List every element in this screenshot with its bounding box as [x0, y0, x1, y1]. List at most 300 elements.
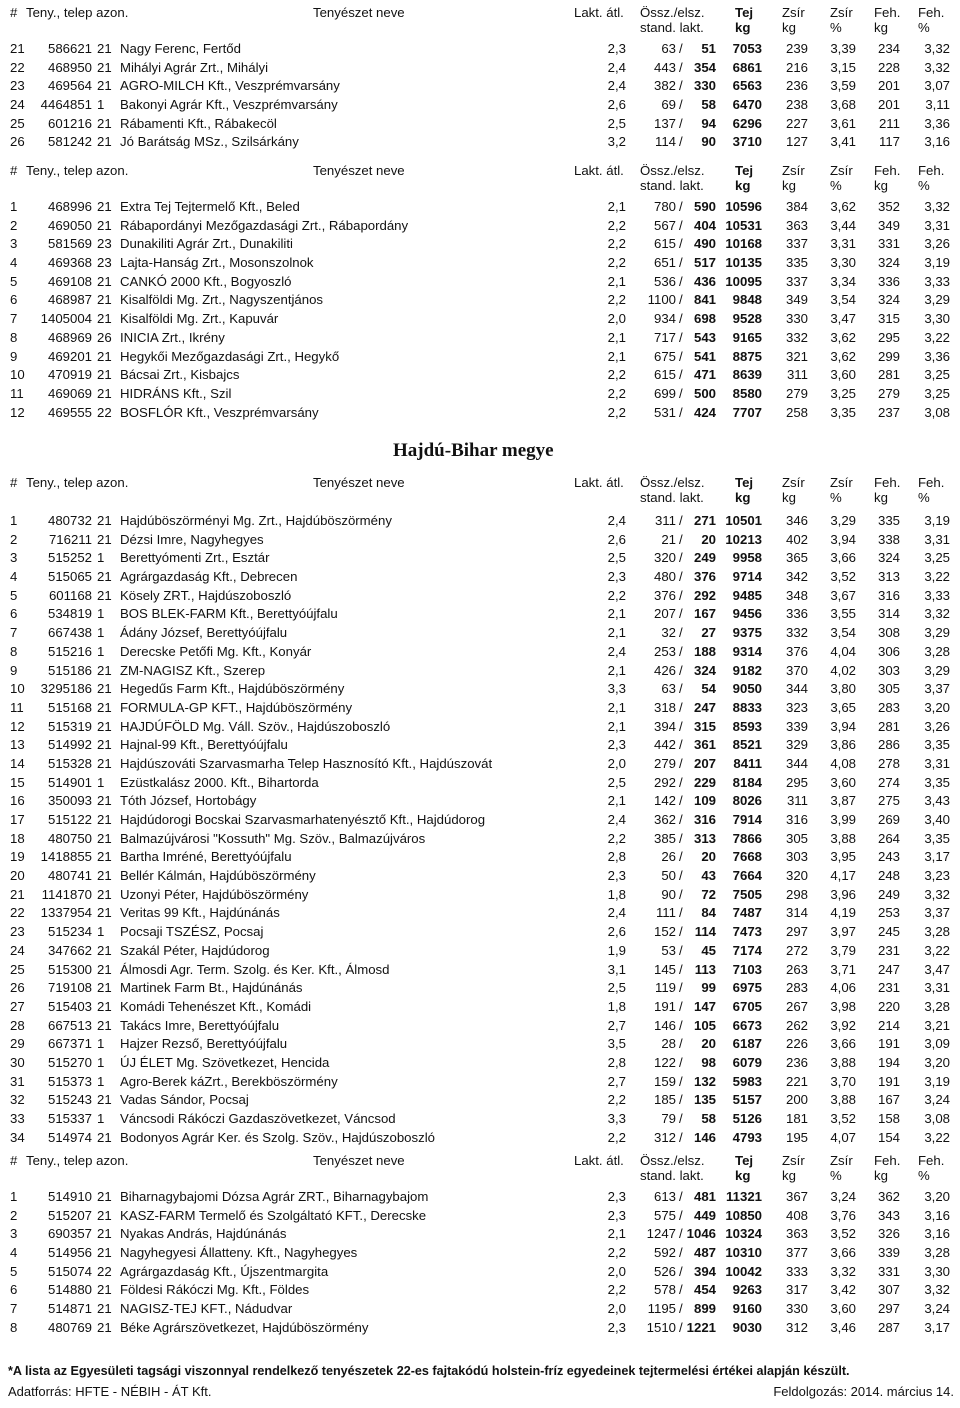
table-row — [0, 1017, 960, 1036]
cell-tej: 7103 — [732, 961, 762, 977]
header-pkg1: Feh. — [874, 1153, 901, 1168]
cell-fkg: 346 — [785, 513, 808, 528]
cell-rank: 26 — [10, 134, 25, 150]
cell-lakt: 2,4 — [607, 812, 626, 827]
cell-fpc: 4,04 — [830, 643, 856, 659]
header-tot1: Össz./elsz. — [640, 1153, 705, 1168]
cell-tot: 311 — [654, 513, 676, 528]
cell-lakt: 2,5 — [607, 980, 626, 996]
cell-tej: 7487 — [732, 905, 762, 921]
cell-lakt: 2,1 — [607, 348, 626, 364]
cell-id: 515252 — [47, 550, 92, 566]
cell-separator: / — [679, 569, 683, 585]
table-row — [0, 235, 960, 254]
cell-tot: 934 — [653, 311, 676, 327]
cell-name: Mihályi Agrár Zrt., Mihályi — [120, 59, 269, 75]
cell-tot: 26 — [661, 849, 676, 865]
table-row — [0, 1110, 960, 1129]
cell-std: 207 — [693, 755, 716, 771]
cell-rank: 1 — [10, 513, 18, 528]
cell-tot: 699 — [653, 385, 676, 401]
cell-name: Nagyhegyesi Állatteny. Kft., Nagyhegyes — [120, 1245, 358, 1261]
cell-rank: 4 — [10, 1245, 18, 1261]
cell-fkg: 227 — [785, 115, 808, 131]
table-row — [0, 1300, 960, 1319]
cell-fkg: 408 — [785, 1207, 808, 1223]
cell-rank: 19 — [10, 849, 25, 865]
header-fkg2: kg — [782, 1168, 796, 1183]
header-fkg2: kg — [782, 20, 796, 35]
cell-lakt: 2,8 — [607, 849, 626, 865]
cell-ppc: 3,31 — [924, 755, 950, 771]
cell-rank: 33 — [10, 1111, 25, 1126]
cell-fkg: 370 — [785, 662, 808, 678]
cell-lakt: 2,6 — [607, 97, 626, 113]
cell-id: 469564 — [47, 78, 92, 94]
cell-tej: 9456 — [732, 606, 762, 622]
cell-separator: / — [679, 681, 683, 697]
cell-fkg: 337 — [785, 273, 808, 289]
cell-fkg: 348 — [785, 587, 808, 603]
cell-separator: / — [679, 793, 683, 809]
cell-tot: 69 — [661, 97, 676, 113]
footnote: *A lista az Egyesületi tagsági viszonnyal rendelkező tenyészetek 22-es fajtakódú holstein-fríz egyedeinek tejtermelési értékei alapján készült. — [8, 1364, 850, 1378]
cell-name: FORMULA-GP KFT., Hajdúböszörmény — [120, 699, 353, 715]
cell-pkg: 303 — [877, 662, 900, 678]
cell-tot: 191 — [653, 998, 676, 1014]
header-tot2: stand. lakt. — [640, 178, 704, 193]
cell-id: 514974 — [47, 1129, 92, 1145]
cell-lakt: 2,2 — [607, 404, 626, 420]
cell-tot: 615 — [653, 236, 676, 252]
cell-tot: 312 — [653, 1129, 676, 1145]
cell-rank: 11 — [10, 699, 24, 715]
cell-fpc: 3,35 — [830, 404, 856, 420]
cell-std: 58 — [701, 97, 716, 113]
cell-rank: 27 — [10, 998, 25, 1014]
cell-code: 23 — [97, 236, 112, 252]
cell-separator: / — [679, 115, 683, 131]
table-header — [0, 162, 960, 200]
cell-tot: 426 — [653, 662, 676, 678]
cell-rank: 11 — [10, 385, 24, 401]
cell-name: Rábapordányi Mezőgazdasági Zrt., Rábapordány — [120, 217, 409, 233]
table-row — [0, 1035, 960, 1054]
cell-pkg: 308 — [877, 625, 900, 641]
cell-separator: / — [679, 718, 683, 734]
header-name: Tenyészet neve — [313, 163, 405, 178]
cell-fpc: 3,95 — [830, 849, 856, 865]
cell-separator: / — [679, 755, 683, 771]
cell-lakt: 2,2 — [607, 385, 626, 401]
cell-tej: 9263 — [732, 1282, 762, 1298]
cell-pkg: 231 — [877, 942, 900, 958]
cell-tot: 21 — [661, 531, 676, 547]
cell-std: 84 — [701, 905, 716, 921]
cell-code: 21 — [97, 699, 112, 715]
cell-fkg: 337 — [785, 236, 808, 252]
cell-id: 4464851 — [40, 97, 92, 113]
cell-lakt: 2,3 — [607, 737, 626, 753]
cell-tot: 159 — [653, 1073, 676, 1089]
cell-tot: 50 — [661, 868, 676, 884]
header-pkg1: Feh. — [874, 163, 901, 178]
cell-separator: / — [679, 699, 683, 715]
cell-name: Derecske Petőfi Mg. Kft., Konyár — [120, 643, 312, 659]
cell-id: 468969 — [47, 329, 92, 345]
cell-pkg: 324 — [877, 550, 900, 566]
cell-tej: 9030 — [732, 1319, 762, 1335]
cell-name: Hajzer Rezső, Berettyóújfalu — [120, 1036, 288, 1052]
table-row — [0, 254, 960, 273]
cell-fkg: 226 — [785, 1036, 808, 1052]
cell-ppc: 3,08 — [924, 404, 950, 420]
cell-std: 324 — [693, 662, 716, 678]
cell-std: 20 — [701, 1036, 716, 1052]
cell-tej: 6673 — [732, 1017, 762, 1033]
cell-fkg: 349 — [785, 292, 808, 308]
cell-pkg: 191 — [877, 1036, 900, 1052]
header-ppc2: % — [918, 20, 930, 35]
cell-separator: / — [679, 905, 683, 921]
cell-fpc: 3,92 — [830, 1017, 856, 1033]
cell-pkg: 336 — [877, 273, 900, 289]
cell-fpc: 4,17 — [830, 868, 856, 884]
cell-std: 454 — [693, 1282, 716, 1298]
cell-code: 21 — [97, 134, 112, 150]
cell-pkg: 362 — [877, 1189, 900, 1204]
cell-code: 21 — [97, 1189, 112, 1204]
cell-code: 23 — [97, 255, 112, 271]
cell-separator: / — [679, 849, 683, 865]
cell-tej: 7505 — [732, 886, 762, 902]
cell-ppc: 3,08 — [924, 1111, 950, 1126]
cell-code: 21 — [97, 793, 112, 809]
cell-code: 1 — [97, 97, 105, 113]
cell-std: 899 — [693, 1301, 716, 1317]
cell-fkg: 279 — [785, 385, 808, 401]
cell-lakt: 2,0 — [607, 1301, 626, 1317]
cell-name: AGRO-MILCH Kft., Veszprémvarsány — [120, 78, 340, 94]
cell-separator: / — [679, 41, 683, 56]
cell-std: 113 — [694, 961, 716, 977]
cell-name: BOS BLEK-FARM Kft., Berettyóújfalu — [120, 606, 338, 622]
cell-tot: 137 — [653, 115, 676, 131]
cell-fpc: 3,30 — [830, 255, 856, 271]
cell-std: 490 — [693, 236, 716, 252]
cell-ppc: 3,32 — [924, 886, 950, 902]
header-tej1: Tej — [735, 475, 754, 490]
cell-code: 22 — [97, 404, 112, 420]
cell-fpc: 3,94 — [830, 718, 856, 734]
cell-name: Veritas 99 Kft., Hajdúnánás — [120, 905, 280, 921]
table-row — [0, 961, 960, 980]
cell-fkg: 339 — [785, 718, 808, 734]
header-fpc1: Zsír — [830, 475, 853, 490]
header-tej2: kg — [735, 1168, 751, 1183]
table-row — [0, 680, 960, 699]
table-body — [0, 40, 960, 152]
cell-rank: 9 — [10, 348, 18, 364]
cell-tej: 9160 — [732, 1301, 762, 1317]
cell-tot: 207 — [653, 606, 676, 622]
header-id: Teny., telep azon. — [26, 1153, 129, 1168]
cell-ppc: 3,22 — [924, 1129, 950, 1145]
header-tej1: Tej — [735, 5, 754, 20]
header-ppc1: Feh. — [918, 1153, 945, 1168]
cell-separator: / — [679, 513, 683, 528]
cell-pkg: 306 — [877, 643, 900, 659]
cell-std: 361 — [693, 737, 716, 753]
cell-code: 21 — [97, 681, 112, 697]
cell-pkg: 297 — [877, 1301, 900, 1317]
cell-lakt: 2,3 — [607, 1319, 626, 1335]
cell-rank: 34 — [10, 1129, 25, 1145]
cell-name: Bellér Kálmán, Hajdúböszörmény — [120, 868, 316, 884]
cell-tej: 5983 — [732, 1073, 762, 1089]
cell-separator: / — [679, 606, 683, 622]
cell-rank: 9 — [10, 662, 18, 678]
cell-separator: / — [679, 1111, 683, 1126]
cell-tot: 79 — [661, 1111, 676, 1126]
cell-fkg: 384 — [785, 199, 808, 214]
header-tej1: Tej — [735, 1153, 754, 1168]
cell-fkg: 377 — [785, 1245, 808, 1261]
cell-name: Nagy Ferenc, Fertőd — [120, 41, 241, 56]
cell-pkg: 331 — [877, 1263, 900, 1279]
cell-id: 480769 — [47, 1319, 92, 1335]
header-fpc2: % — [830, 178, 842, 193]
cell-rank: 5 — [10, 273, 18, 289]
cell-code: 21 — [97, 273, 112, 289]
cell-fkg: 321 — [785, 348, 808, 364]
cell-std: 449 — [693, 1207, 716, 1223]
cell-fpc: 3,70 — [830, 1073, 856, 1089]
table-row — [0, 404, 960, 423]
cell-pkg: 211 — [878, 115, 900, 131]
cell-lakt: 2,3 — [607, 41, 626, 56]
cell-fkg: 330 — [785, 1301, 808, 1317]
table-row — [0, 998, 960, 1017]
cell-id: 515403 — [47, 998, 92, 1014]
cell-id: 468950 — [47, 59, 92, 75]
cell-lakt: 3,3 — [607, 1111, 626, 1126]
cell-fkg: 305 — [785, 830, 808, 846]
cell-id: 514992 — [47, 737, 92, 753]
table-row — [0, 699, 960, 718]
cell-ppc: 3,25 — [924, 385, 950, 401]
header-tot1: Össz./elsz. — [640, 475, 705, 490]
cell-pkg: 275 — [877, 793, 900, 809]
cell-id: 515328 — [47, 755, 92, 771]
cell-tej: 10850 — [725, 1207, 762, 1223]
cell-code: 1 — [97, 1073, 105, 1089]
table-row — [0, 811, 960, 830]
header-fpc2: % — [830, 490, 842, 505]
cell-fpc: 3,34 — [830, 273, 856, 289]
cell-code: 21 — [97, 737, 112, 753]
cell-tej: 10596 — [725, 199, 762, 214]
cell-lakt: 2,4 — [607, 643, 626, 659]
table-header — [0, 1152, 960, 1190]
header-tej2: kg — [735, 20, 751, 35]
cell-tej: 10310 — [725, 1245, 762, 1261]
cell-lakt: 2,6 — [607, 531, 626, 547]
cell-separator: / — [679, 199, 683, 214]
header-ppc2: % — [918, 178, 930, 193]
cell-name: Agrárgazdaság Kft., Újszentmargita — [120, 1263, 329, 1279]
table-header — [0, 4, 960, 42]
cell-lakt: 2,4 — [607, 78, 626, 94]
cell-name: Ádány József, Berettyóújfalu — [120, 625, 288, 641]
cell-separator: / — [679, 924, 683, 940]
header-tot2: stand. lakt. — [640, 20, 704, 35]
cell-fkg: 298 — [785, 886, 808, 902]
header-tej1: Tej — [735, 163, 754, 178]
header-ppc2: % — [918, 1168, 930, 1183]
cell-lakt: 2,1 — [607, 662, 626, 678]
cell-std: 376 — [693, 569, 716, 585]
cell-fpc: 4,19 — [830, 905, 856, 921]
table-row — [0, 568, 960, 587]
cell-ppc: 3,19 — [924, 513, 950, 528]
cell-fkg: 333 — [785, 1263, 808, 1279]
cell-code: 21 — [97, 348, 112, 364]
cell-ppc: 3,35 — [924, 737, 950, 753]
cell-name: Biharnagybajomi Dózsa Agrár ZRT., Biharnagybajom — [120, 1189, 429, 1204]
cell-ppc: 3,28 — [924, 643, 950, 659]
cell-std: 316 — [693, 812, 716, 827]
header-fkg1: Zsír — [782, 1153, 805, 1168]
cell-ppc: 3,32 — [924, 41, 950, 56]
cell-std: 51 — [701, 41, 716, 56]
cell-tot: 376 — [653, 587, 676, 603]
cell-std: 132 — [693, 1073, 716, 1089]
cell-tej: 7053 — [732, 41, 762, 56]
cell-rank: 18 — [10, 830, 25, 846]
cell-fkg: 323 — [785, 699, 808, 715]
cell-fpc: 3,97 — [830, 924, 856, 940]
cell-fpc: 3,32 — [830, 1263, 856, 1279]
table-row — [0, 385, 960, 404]
cell-separator: / — [679, 1036, 683, 1052]
cell-rank: 3 — [10, 550, 18, 566]
cell-ppc: 3,33 — [924, 273, 950, 289]
cell-fpc: 3,98 — [830, 998, 856, 1014]
cell-lakt: 2,1 — [607, 699, 626, 715]
table-row — [0, 1129, 960, 1148]
cell-pkg: 234 — [877, 41, 900, 56]
cell-id: 581569 — [47, 236, 92, 252]
cell-id: 515234 — [47, 924, 92, 940]
cell-tot: 185 — [653, 1092, 676, 1108]
cell-lakt: 3,1 — [607, 961, 626, 977]
cell-separator: / — [679, 1245, 683, 1261]
cell-pkg: 324 — [877, 292, 900, 308]
cell-std: 313 — [693, 830, 716, 846]
cell-fkg: 312 — [785, 1319, 808, 1335]
cell-fkg: 317 — [785, 1282, 808, 1298]
cell-name: Jó Barátság MSz., Szilsárkány — [120, 134, 299, 150]
cell-lakt: 1,9 — [607, 942, 626, 958]
cell-fkg: 316 — [785, 812, 808, 827]
cell-separator: / — [679, 1282, 683, 1298]
cell-separator: / — [679, 367, 683, 383]
cell-fkg: 320 — [785, 868, 808, 884]
cell-pkg: 281 — [877, 367, 900, 383]
cell-tej: 4793 — [732, 1129, 762, 1145]
cell-ppc: 3,28 — [924, 1245, 950, 1261]
cell-separator: / — [679, 531, 683, 547]
cell-fpc: 3,66 — [830, 1245, 856, 1261]
cell-tej: 10042 — [725, 1263, 762, 1279]
cell-rank: 15 — [10, 774, 25, 790]
cell-lakt: 1,8 — [607, 998, 626, 1014]
cell-id: 469555 — [47, 404, 92, 420]
header-lakt: Lakt. átl. — [574, 163, 624, 178]
cell-tej: 8026 — [732, 793, 762, 809]
cell-fkg: 363 — [785, 1226, 808, 1242]
cell-name: Takács Imre, Berettyóújfalu — [120, 1017, 280, 1033]
table-row — [0, 867, 960, 886]
cell-id: 468996 — [47, 199, 92, 214]
cell-separator: / — [679, 1189, 683, 1204]
cell-fkg: 344 — [785, 681, 808, 697]
cell-fpc: 3,47 — [830, 311, 856, 327]
cell-fpc: 3,88 — [830, 1054, 856, 1070]
header-fpc2: % — [830, 20, 842, 35]
cell-ppc: 3,23 — [924, 868, 950, 884]
cell-lakt: 2,3 — [607, 1189, 626, 1204]
cell-id: 470919 — [47, 367, 92, 383]
cell-tot: 443 — [653, 59, 676, 75]
table-row — [0, 1225, 960, 1244]
header-name: Tenyészet neve — [313, 1153, 405, 1168]
cell-id: 514901 — [47, 774, 92, 790]
cell-fpc: 3,66 — [830, 1036, 856, 1052]
cell-fpc: 3,62 — [830, 348, 856, 364]
table-row — [0, 40, 960, 59]
cell-std: 354 — [693, 59, 716, 75]
cell-id: 667371 — [47, 1036, 92, 1052]
cell-name: Tóth József, Hortobágy — [120, 793, 257, 809]
table-row — [0, 774, 960, 793]
cell-ppc: 3,31 — [924, 531, 950, 547]
cell-id: 468987 — [47, 292, 92, 308]
table-row — [0, 923, 960, 942]
header-id: Teny., telep azon. — [26, 163, 129, 178]
cell-code: 1 — [97, 924, 105, 940]
cell-fkg: 216 — [785, 59, 808, 75]
header-tej2: kg — [735, 490, 751, 505]
cell-lakt: 2,1 — [607, 199, 626, 214]
cell-name: Hajdúdorogi Bocskai Szarvasmarhatenyésztő Kft., Hajdúdorog — [120, 812, 486, 827]
cell-code: 21 — [97, 942, 112, 958]
header-pkg2: kg — [874, 20, 888, 35]
cell-lakt: 2,2 — [607, 367, 626, 383]
cell-ppc: 3,40 — [924, 812, 950, 827]
cell-lakt: 2,0 — [607, 1263, 626, 1279]
cell-rank: 10 — [10, 681, 25, 697]
header-fkg1: Zsír — [782, 475, 805, 490]
cell-name: HAJDÚFÖLD Mg. Váll. Szöv., Hajdúszoboszló — [120, 718, 391, 734]
cell-fpc: 4,06 — [830, 980, 856, 996]
cell-std: 20 — [701, 849, 716, 865]
cell-pkg: 214 — [877, 1017, 900, 1033]
cell-tot: 717 — [653, 329, 676, 345]
cell-pkg: 307 — [877, 1282, 900, 1298]
cell-fpc: 3,29 — [830, 513, 856, 528]
